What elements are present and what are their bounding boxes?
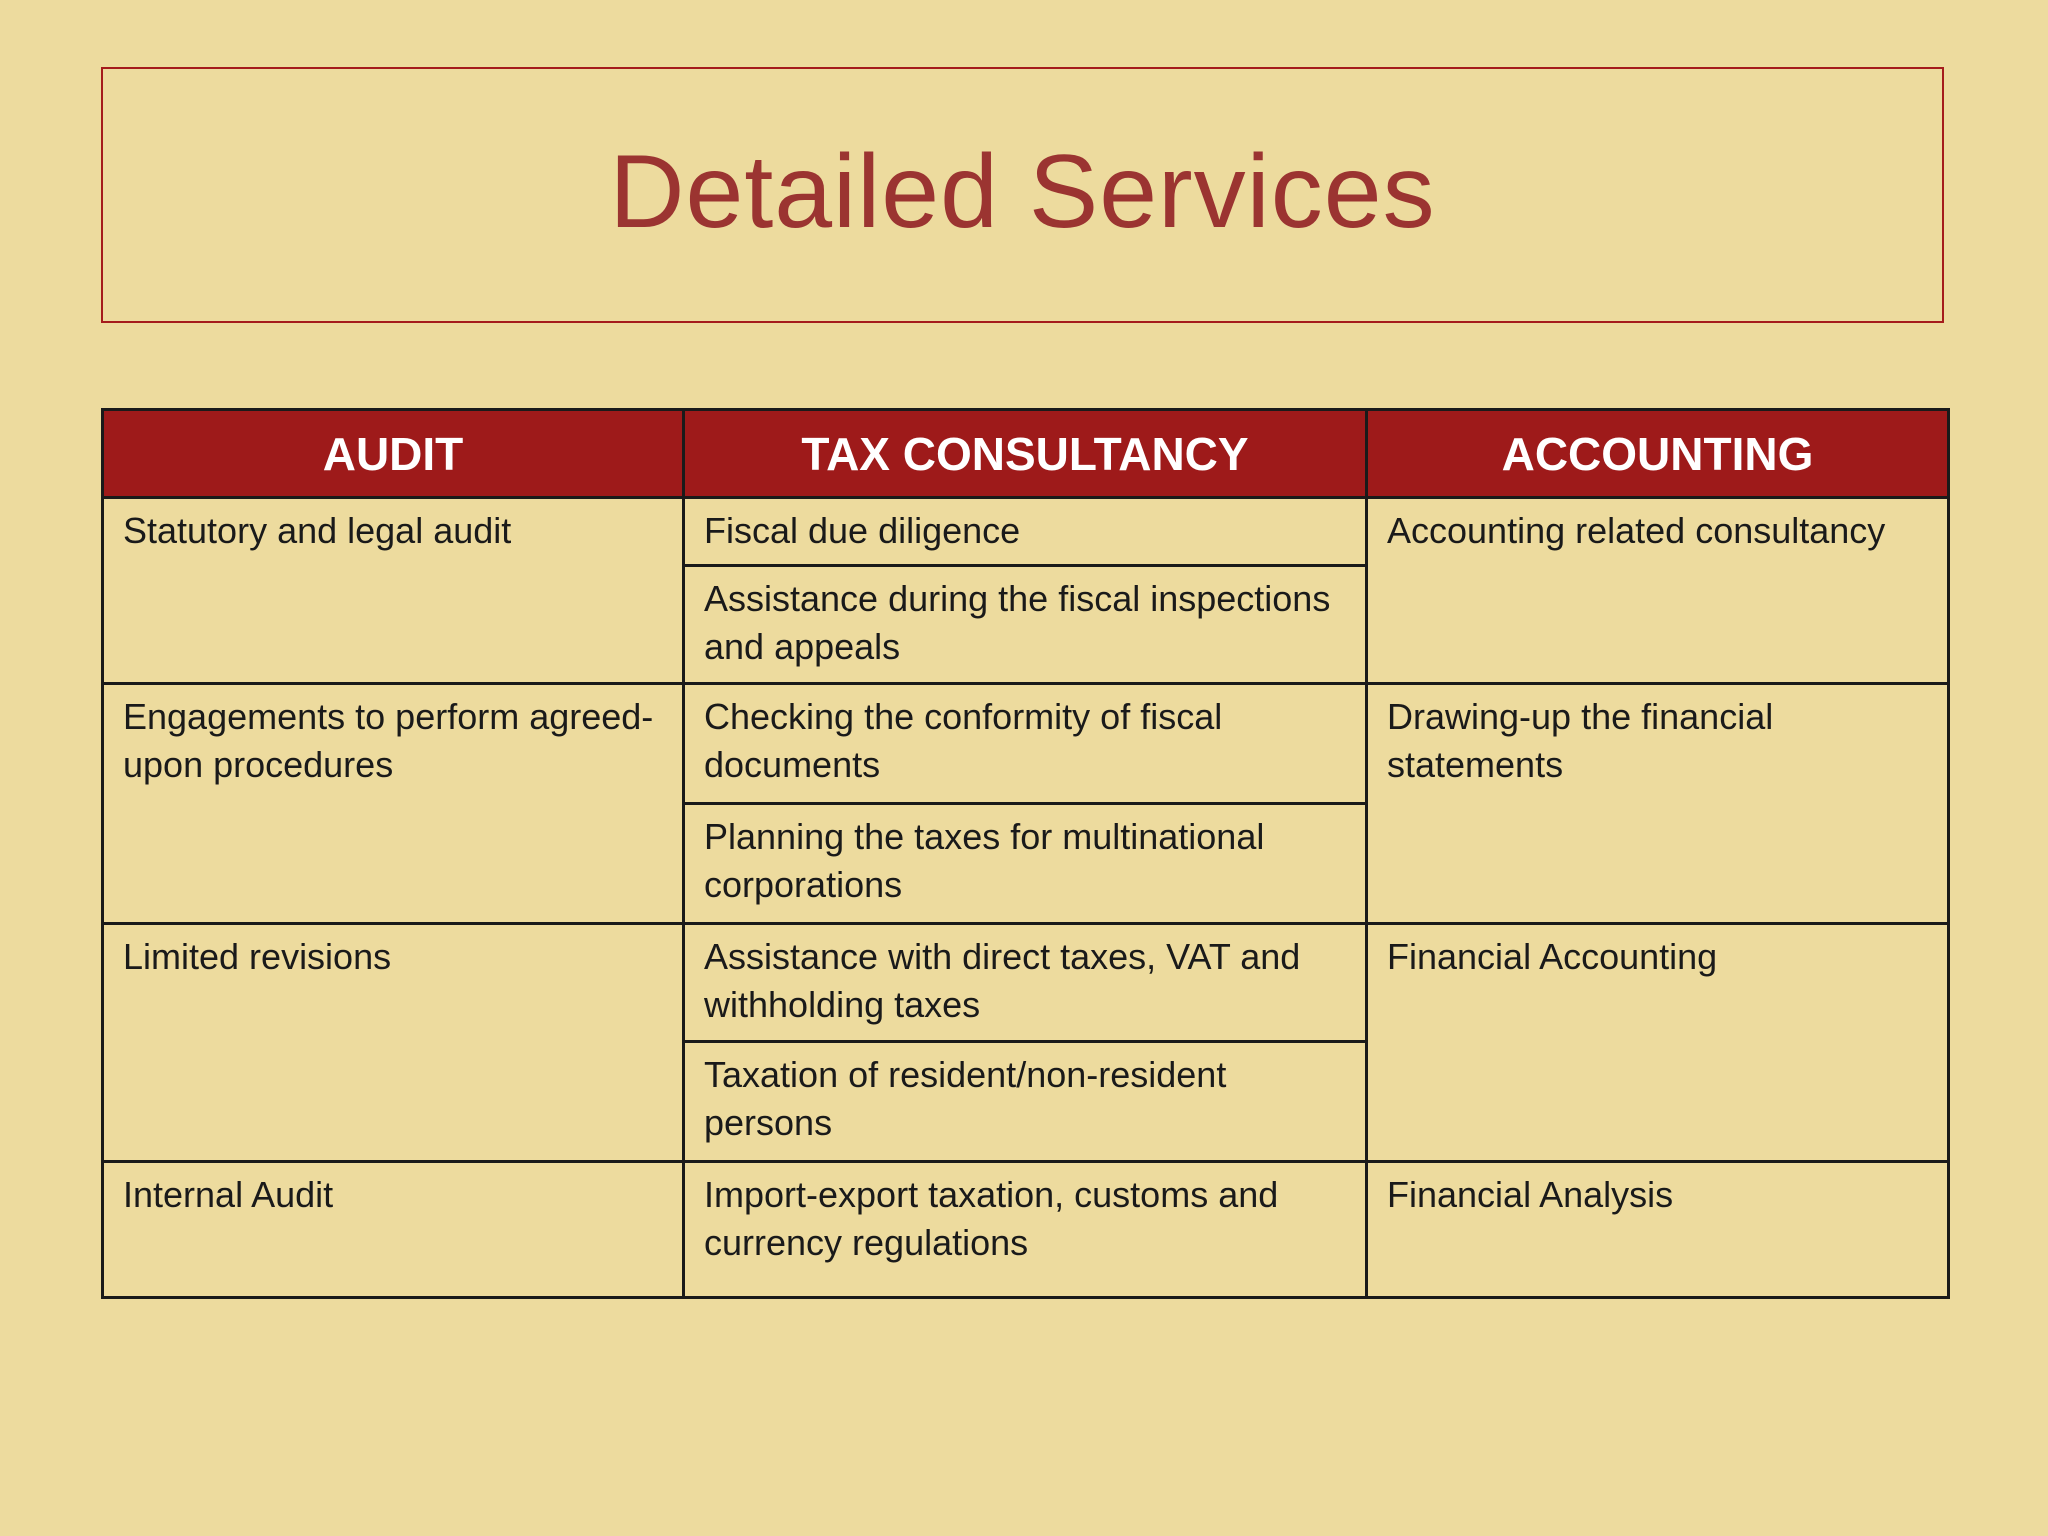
accounting-cell: Accounting related consultancy <box>1367 498 1949 684</box>
title-box <box>101 67 1944 323</box>
tax-cell: Taxation of resident/non-resident persons <box>684 1042 1367 1162</box>
accounting-cell: Financial Analysis <box>1367 1162 1949 1298</box>
accounting-cell: Drawing-up the financial statements <box>1367 684 1949 924</box>
services-table <box>101 408 1950 1299</box>
table-row <box>103 684 1949 804</box>
tax-cell: Checking the conformity of fiscal documents <box>684 684 1367 804</box>
header-accounting: ACCOUNTING <box>1367 410 1949 498</box>
tax-cell: Assistance during the fiscal inspections and appeals <box>684 566 1367 684</box>
table-row <box>103 924 1949 1042</box>
tax-cell: Planning the taxes for multinational corporations <box>684 804 1367 924</box>
header-tax-consultancy: TAX CONSULTANCY <box>684 410 1367 498</box>
page-title: Detailed Services <box>609 134 1436 250</box>
header-audit: AUDIT <box>103 410 684 498</box>
audit-cell: Internal Audit <box>103 1162 684 1298</box>
accounting-cell: Financial Accounting <box>1367 924 1949 1162</box>
tax-cell: Import-export taxation, customs and currency regulations <box>684 1162 1367 1298</box>
audit-cell: Engagements to perform agreed-upon procedures <box>103 684 684 924</box>
tax-cell: Fiscal due diligence <box>684 498 1367 566</box>
audit-cell: Limited revisions <box>103 924 684 1162</box>
table-header-row <box>103 410 1949 498</box>
audit-cell: Statutory and legal audit <box>103 498 684 684</box>
tax-cell: Assistance with direct taxes, VAT and withholding taxes <box>684 924 1367 1042</box>
table-row <box>103 1162 1949 1298</box>
table-row <box>103 498 1949 566</box>
